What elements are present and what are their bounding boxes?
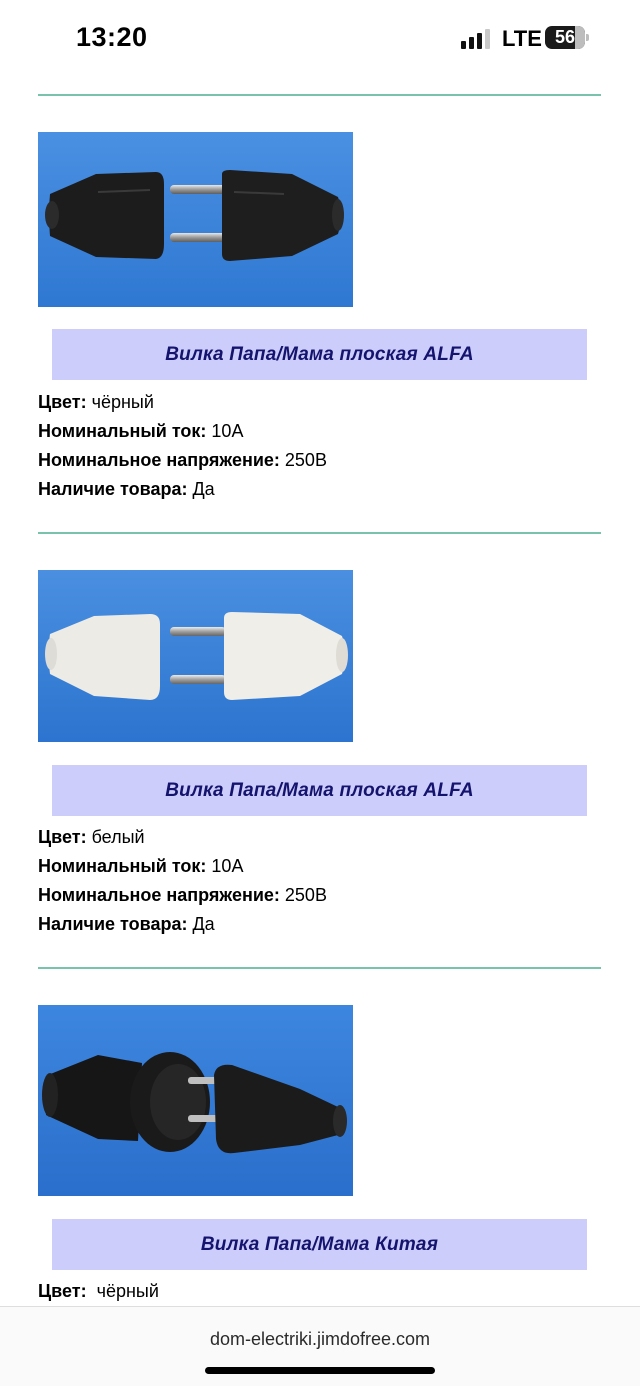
spec-rated-current: Номинальный ток: 10А: [38, 856, 244, 876]
product-image[interactable]: [38, 132, 353, 307]
battery-icon: [545, 26, 589, 49]
spec-rated-voltage: Номинальное напряжение: 250В: [38, 885, 327, 905]
address-url[interactable]: dom-electriki.jimdofree.com: [209, 1329, 431, 1349]
spec-color: Цвет: чёрный: [38, 1281, 159, 1301]
product-specs: [38, 1277, 159, 1306]
product-image[interactable]: [38, 1005, 353, 1196]
spec-rated-current: Номинальный ток: 10А: [38, 421, 244, 441]
product-image[interactable]: [38, 570, 353, 742]
home-indicator[interactable]: [205, 1367, 435, 1374]
cellular-signal-icon: [460, 28, 492, 50]
status-time: 13:20: [76, 22, 148, 52]
product-title[interactable]: Вилка Папа/Мама Китая: [200, 1233, 439, 1255]
section-divider: [38, 94, 601, 96]
battery-level: 56: [554, 27, 576, 47]
product-title[interactable]: Вилка Папа/Мама плоская ALFA: [165, 779, 474, 801]
status-bar: [0, 0, 640, 80]
product-specs: [38, 823, 327, 939]
spec-availability: Наличие товара: Да: [38, 914, 215, 934]
product-title-box: [52, 329, 587, 380]
product-title-box: [52, 765, 587, 816]
network-type: LTE: [502, 26, 542, 51]
section-divider: [38, 967, 601, 969]
product-specs: [38, 388, 327, 504]
section-divider: [38, 532, 601, 534]
spec-color: Цвет: белый: [38, 827, 145, 847]
product-title-box: [52, 1219, 587, 1270]
browser-address-bar[interactable]: [0, 1306, 640, 1386]
product-title[interactable]: Вилка Папа/Мама плоская ALFA: [165, 343, 474, 365]
spec-rated-voltage: Номинальное напряжение: 250В: [38, 450, 327, 470]
spec-availability: Наличие товара: Да: [38, 479, 215, 499]
spec-color: Цвет: чёрный: [38, 392, 154, 412]
